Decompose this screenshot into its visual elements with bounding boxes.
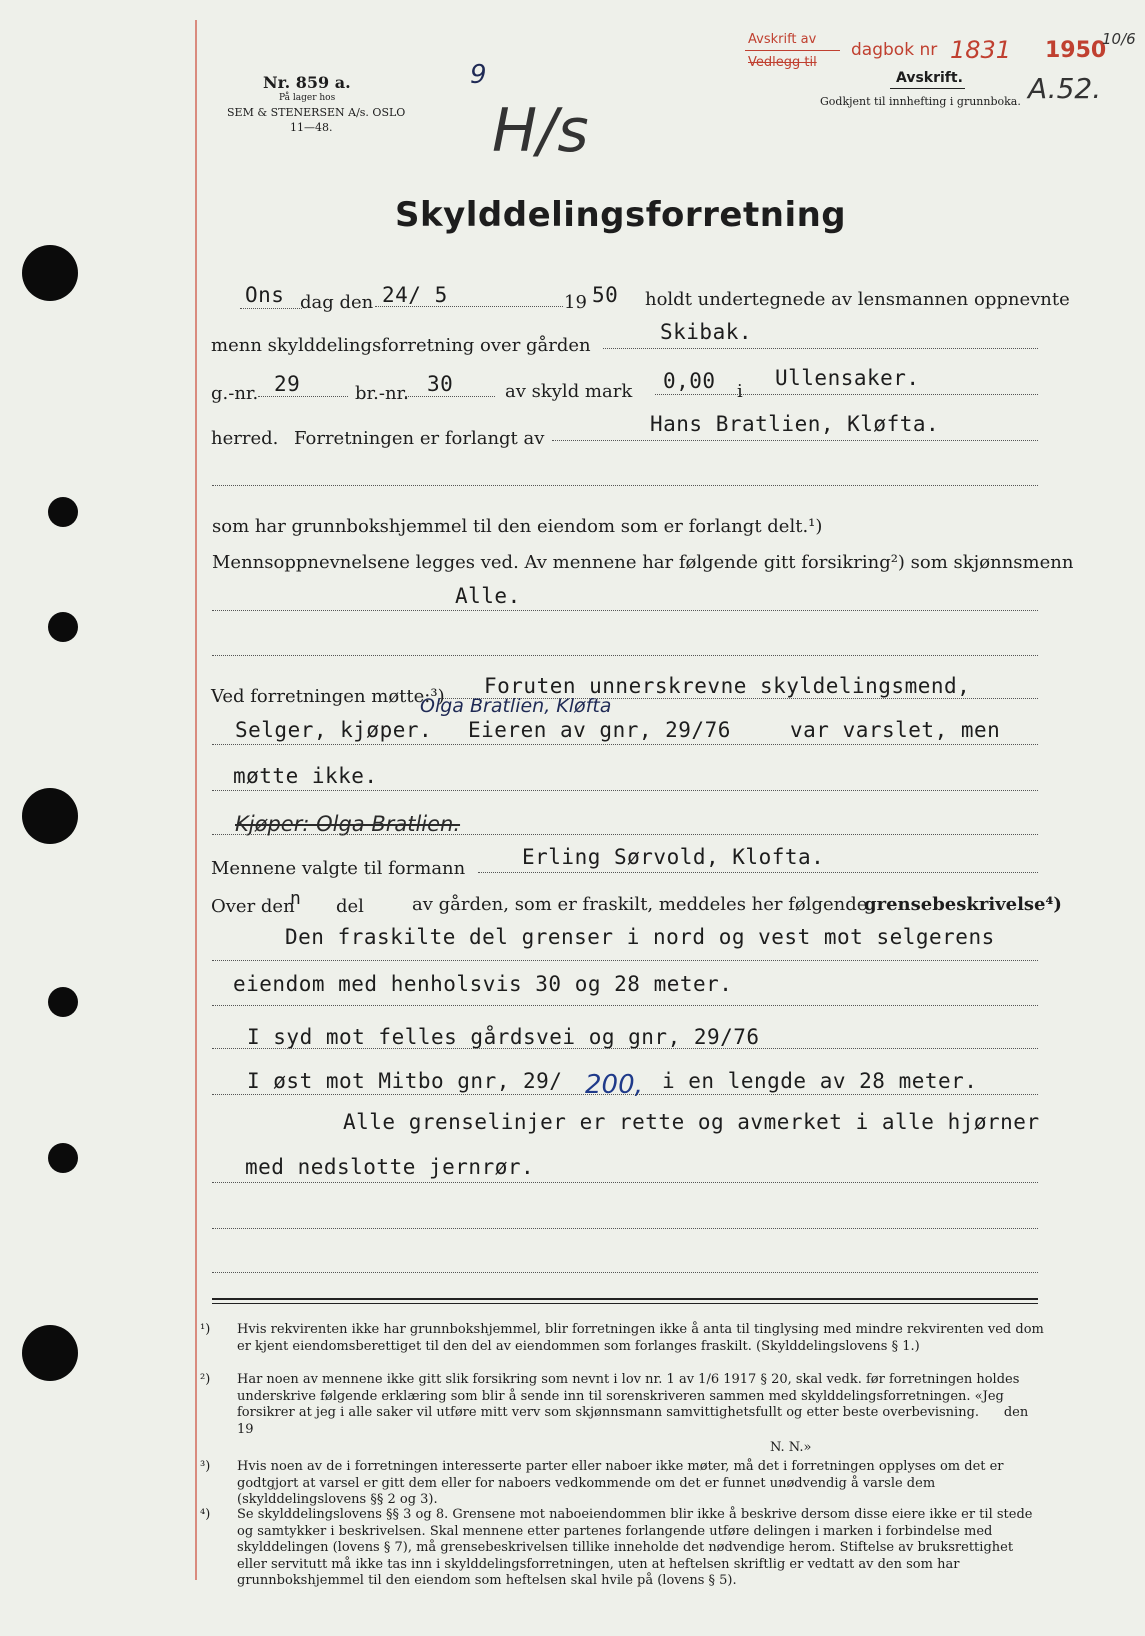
label-over-den: Over den xyxy=(211,896,295,917)
footnote-mark: ⁴) xyxy=(200,1507,211,1522)
farm-name: Skibak. xyxy=(660,320,753,344)
label-i: i xyxy=(737,381,743,402)
footnote-1 xyxy=(200,1322,1045,1355)
label-bnr: br.-nr. xyxy=(355,383,409,404)
dotted-line xyxy=(212,790,1038,791)
dotted-line xyxy=(212,834,1038,835)
footnote-4 xyxy=(200,1507,1045,1590)
footnote-2-signature xyxy=(205,1440,1045,1457)
stamp-dagbok: dagbok nr xyxy=(851,40,938,60)
stamp-rule xyxy=(890,88,965,89)
boundary-line-4a: I øst mot Mitbo gnr, 29/ xyxy=(247,1069,563,1093)
stamp-vedlegg: Vedlegg til xyxy=(748,55,817,70)
present-typed-line3: møtte ikke. xyxy=(233,764,378,788)
boundary-line-5: Alle grenselinjer er rette og avmerket i alle hjørner xyxy=(343,1110,1040,1134)
publisher-line: 11—48. xyxy=(290,121,333,134)
label-herred: herred. xyxy=(211,428,279,449)
punch-hole xyxy=(48,987,78,1017)
weekday-value: Ons xyxy=(245,283,285,307)
skyld-value: 0,00 xyxy=(663,369,716,393)
formann-value: Erling Sørvold, Klofta. xyxy=(522,845,825,869)
present-typed-line1: Foruten unnerskrevne skyldelingsmend, xyxy=(484,674,971,698)
bnr-value: 30 xyxy=(427,372,454,396)
handwritten-mark: 9 xyxy=(470,60,487,90)
dotted-line xyxy=(212,960,1038,961)
footnote-rule xyxy=(212,1303,1038,1304)
stamp-avskrift: Avskrift. xyxy=(896,70,963,86)
boundary-line-4-handwritten: 200, xyxy=(585,1070,643,1100)
publisher-line: På lager hos xyxy=(279,93,336,103)
footnote-3 xyxy=(200,1459,1045,1509)
label-requested-by: Forretningen er forlangt av xyxy=(294,428,545,449)
footnote-text: Hvis rekvirenten ikke har grunnbokshjemmel, blir forretningen ikke å anta til tinglysing med mindre rekvirenten ved dom er kjent eiendomsberettiget til den del av eiendommen som forlanges fraskilt. (Skylddelingslovens § 1.) xyxy=(237,1322,1044,1354)
dotted-line xyxy=(212,610,1038,611)
date-value: 24/ 5 xyxy=(382,283,448,307)
punch-hole xyxy=(48,1143,78,1173)
footnote-text: Har noen av mennene ikke gitt slik forsikring som nevnt i lov nr. 1 av 1/6 1917 § 20, skal vedk. før forretningen holdes underskrive følgende erklæring som blir å sende inn til sorenskriveren sammen med skylddelingsforretningen. «Jeg forsikrer at jeg i alle saker vil utføre mitt verv som skjønnsmann samvittighetsfullt og etter beste overbevisning. den 19 xyxy=(237,1372,1054,1437)
requester-value: Hans Bratlien, Kløfta. xyxy=(650,412,940,436)
form-number: Nr. 859 a. xyxy=(263,73,351,92)
stamp-godkjent: Godkjent til innhefting i grunnboka. xyxy=(820,95,1021,108)
dotted-line xyxy=(655,394,1038,395)
dagbok-date: 10/6 xyxy=(1102,30,1136,48)
grense-text: av gården, som er fraskilt, meddeles her følgende xyxy=(412,894,868,915)
label-gnr: g.-nr. xyxy=(211,383,259,404)
label-present: Ved forretningen møtte:³) xyxy=(211,686,445,707)
dotted-line xyxy=(552,440,1038,441)
present-typed-line2b: Eieren av gnr, 29/76 xyxy=(468,718,731,742)
dotted-line xyxy=(603,348,1038,349)
gnr-value: 29 xyxy=(274,372,301,396)
dagbok-number: 1831 xyxy=(950,36,1012,64)
punch-hole xyxy=(22,788,78,844)
punch-hole xyxy=(22,1325,78,1381)
opening-text: holdt undertegnede av lensmannen oppnevnte xyxy=(645,289,1070,310)
label-del: del xyxy=(336,896,364,917)
label-skyld: av skyld mark xyxy=(505,381,633,402)
dotted-line xyxy=(212,744,1038,745)
handwritten-initials: H/s xyxy=(492,96,589,166)
stamp-rule xyxy=(745,50,840,51)
footnote-text: Hvis noen av de i forretningen interesserte parter eller naboer ikke møter, må det i forretningen opplyses om det er godtgjort at varsel er gitt dem eller for naboers vedkommende om det er funnet unødvendig å varsle dem (skylddelingslovens §§ 2 og 3). xyxy=(237,1459,1004,1507)
boundary-line-6: med nedslotte jernrør. xyxy=(245,1155,535,1179)
boundary-line-1: Den fraskilte del grenser i nord og vest mot selgerens xyxy=(285,925,995,949)
dotted-line xyxy=(240,308,302,309)
present-handwritten: Olga Bratlien, Kløfta xyxy=(420,695,612,717)
footnote-mark: ³) xyxy=(200,1459,211,1474)
dotted-line xyxy=(212,1228,1038,1229)
punch-hole xyxy=(22,245,78,301)
footnote-mark: ²) xyxy=(200,1372,211,1387)
dagbok-year: 1950 xyxy=(1045,38,1107,63)
page-title: Skylddelingsforretning xyxy=(395,195,847,235)
label-over-garden: menn skylddelingsforretning over gården xyxy=(211,335,591,356)
boundary-line-3: I syd mot felles gårdsvei og gnr, 29/76 xyxy=(247,1025,760,1049)
dotted-line xyxy=(258,396,348,397)
publisher-line: SEM & STENERSEN A/s. OSLO xyxy=(227,106,406,119)
struck-handwritten: Kjøper: Olga Bratlien. xyxy=(235,812,461,836)
footnote-text: Se skylddelingslovens §§ 3 og 8. Grensene mot naboeiendommen blir ikke å beskrive dersom disse eiere ikke er til stede og samtykker i beskrivelsen. Skal mennene etter partenes forlangende utføre delingen i marken i forbindelse med skylddelingen (lovens § 7), må grensebeskrivelsen tillike inneholde det nødvendige herom. Stiftelse av bruksrettighet eller servitutt må ikke tas inn i skylddelingsforretningen, uten at heftelsen skriftlig er vedtatt av den som har grunnbokshjemmel til den eiendom som heftelsen skal hvile på (lovens § 5). xyxy=(237,1507,1033,1588)
dotted-line xyxy=(375,306,563,307)
over-den-suffix: n xyxy=(290,888,302,909)
punch-hole xyxy=(48,612,78,642)
dotted-line xyxy=(212,1005,1038,1006)
dotted-line xyxy=(212,1272,1038,1273)
margin-rule xyxy=(195,20,197,1580)
label-formann: Mennene valgte til formann xyxy=(211,858,466,879)
footnote-2 xyxy=(200,1372,1054,1438)
dotted-line xyxy=(212,1182,1038,1183)
footnote-rule xyxy=(212,1298,1038,1300)
label-year-prefix: 19 xyxy=(564,292,587,313)
menn-text: Mennsoppnevnelsene legges ved. Av mennene har følgende gitt forsikring²) som skjønnsmenn xyxy=(212,552,1074,573)
municipality-value: Ullensaker. xyxy=(775,366,920,390)
dotted-line xyxy=(405,396,495,397)
reference-code: A.52. xyxy=(1028,72,1102,105)
hjemmel-text: som har grunnbokshjemmel til den eiendom som er forlangt delt.¹) xyxy=(212,516,823,537)
sworn-men-value: Alle. xyxy=(455,584,521,608)
dotted-line xyxy=(212,485,1038,486)
footnote-mark: ¹) xyxy=(200,1322,211,1337)
boundary-line-2: eiendom med henholsvis 30 og 28 meter. xyxy=(233,972,733,996)
label-dag-den: dag den xyxy=(300,292,374,313)
present-typed-line2a: Selger, kjøper. xyxy=(235,718,433,742)
punch-hole xyxy=(48,497,78,527)
grense-bold: grensebeskrivelse⁴) xyxy=(864,894,1062,915)
dotted-line xyxy=(212,655,1038,656)
dotted-line xyxy=(212,1048,1038,1049)
present-typed-line2c: var varslet, men xyxy=(790,718,1001,742)
stamp-avskrift-av: Avskrift av xyxy=(748,32,817,47)
dotted-line xyxy=(478,872,1038,873)
year-value: 50 xyxy=(592,283,619,307)
footnote-signature: N. N.» xyxy=(770,1440,812,1455)
boundary-line-4b: i en lengde av 28 meter. xyxy=(662,1069,978,1093)
dotted-line xyxy=(212,1094,1038,1095)
